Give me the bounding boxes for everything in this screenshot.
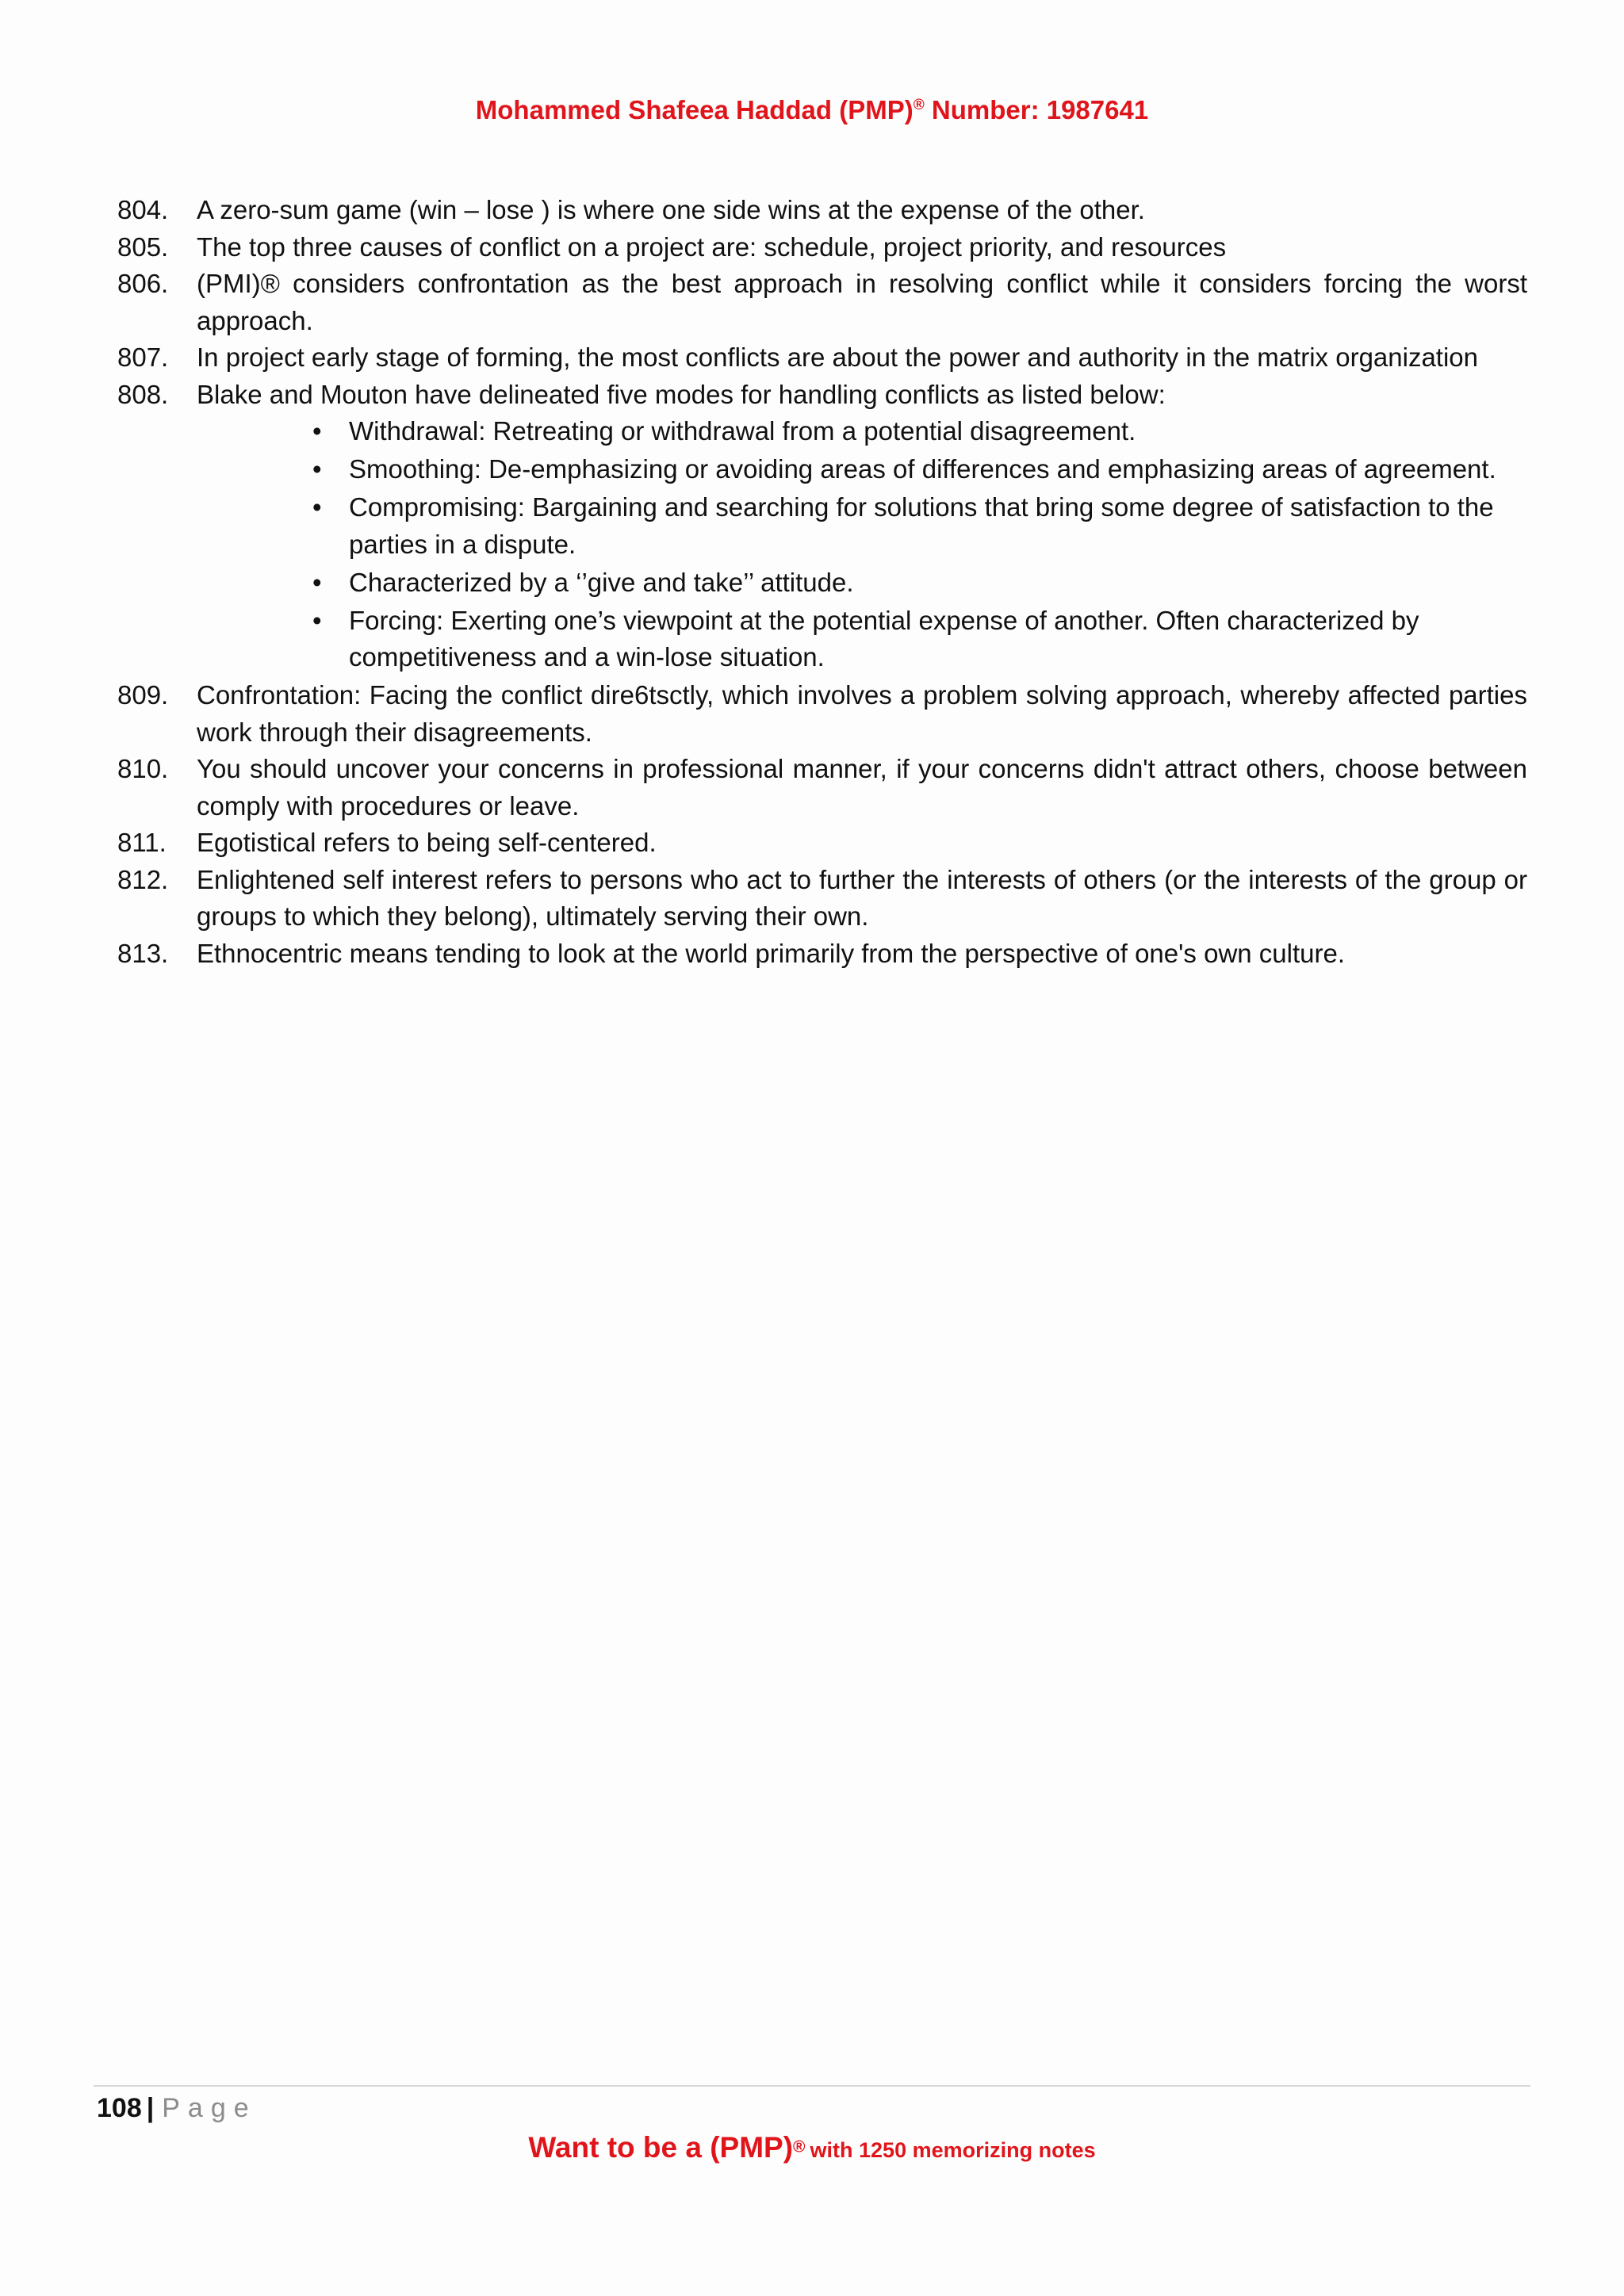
bullet-text: Forcing: Exerting one’s viewpoint at the potential expense of another. Often characterized by competitiveness and a win-lose situation. (349, 605, 1419, 672)
list-item (117, 339, 1527, 377)
bullet-text: Smoothing: De-emphasizing or avoiding areas of differences and emphasizing areas of agreement. (349, 454, 1496, 484)
item-text: Egotistical refers to being self-centered. (197, 828, 657, 857)
item-text: The top three causes of conflict on a project are: schedule, project priority, and resources (197, 232, 1227, 262)
item-text: Confrontation: Facing the conflict dire6tsctly, which involves a problem solving approach, whereby affected parties work through their disagreements. (197, 680, 1527, 747)
bullet-item (311, 413, 1527, 450)
bullet-item (311, 451, 1527, 488)
bullet-text: Characterized by a ‘’give and take’’ attitude. (349, 567, 854, 597)
bullet-icon: • (312, 605, 322, 635)
header-title: Mohammed Shafeea Haddad (PMP) (475, 95, 914, 124)
page-separator: | (146, 2093, 155, 2123)
list-item (117, 192, 1527, 229)
bullet-text: Compromising: Bargaining and searching for solutions that bring some degree of satisfaction to the parties in a dispute. (349, 492, 1494, 559)
list-item (117, 825, 1527, 862)
bullet-item (311, 489, 1527, 563)
bullet-icon: • (312, 416, 322, 446)
page-footer (0, 2131, 1624, 2164)
footer-title: Want to be a (PMP) (528, 2131, 794, 2164)
bullet-icon: • (312, 454, 322, 484)
notes-list (117, 192, 1527, 972)
item-number: 811. (117, 828, 167, 857)
footer-subtitle: with 1250 memorizing notes (810, 2138, 1096, 2162)
item-number: 804. (117, 195, 169, 224)
item-number: 807. (117, 342, 169, 372)
bullet-item (311, 564, 1527, 602)
bullet-item (311, 603, 1527, 676)
bullet-icon: • (312, 492, 322, 522)
item-text: In project early stage of forming, the most conflicts are about the power and authority in the matrix organization (197, 342, 1479, 372)
list-item (117, 377, 1527, 414)
item-number: 810. (117, 754, 169, 783)
list-item (117, 266, 1527, 339)
conflict-modes-list (311, 413, 1527, 676)
item-text: Enlightened self interest refers to persons who act to further the interests of others (or the interests of the group or groups to which they belong), ultimately serving their own. (197, 864, 1527, 931)
bullet-icon: • (312, 567, 322, 597)
page-number-value: 108 (97, 2093, 142, 2123)
item-number: 813. (117, 938, 169, 968)
list-item (117, 936, 1527, 973)
item-number: 806. (117, 269, 169, 298)
item-number: 808. (117, 379, 169, 409)
page-number (97, 2093, 257, 2124)
item-text: A zero-sum game (win – lose ) is where one side wins at the expense of the other. (197, 195, 1145, 224)
registered-mark: ® (913, 97, 925, 113)
footer-divider (94, 2085, 1530, 2087)
list-item (117, 751, 1527, 825)
item-number: 809. (117, 680, 169, 710)
list-item (117, 862, 1527, 936)
bullet-text: Withdrawal: Retreating or withdrawal from a potential disagreement. (349, 416, 1136, 446)
item-text: Blake and Mouton have delineated five modes for handling conflicts as listed below: (197, 379, 1166, 409)
item-text: Ethnocentric means tending to look at the world primarily from the perspective of one's own culture. (197, 938, 1346, 968)
page-header (0, 95, 1624, 125)
list-item (117, 677, 1527, 751)
item-number: 812. (117, 864, 169, 894)
list-item (117, 229, 1527, 266)
page-label: Page (162, 2093, 257, 2123)
item-text: (PMI)® considers confrontation as the best approach in resolving conflict while it considers forcing the worst approach. (197, 269, 1527, 335)
item-text: You should uncover your concerns in professional manner, if your concerns didn't attract others, choose between comply with procedures or leave. (197, 754, 1527, 821)
header-number: Number: 1987641 (924, 95, 1149, 124)
registered-mark: ® (793, 2137, 806, 2156)
item-number: 805. (117, 232, 169, 262)
